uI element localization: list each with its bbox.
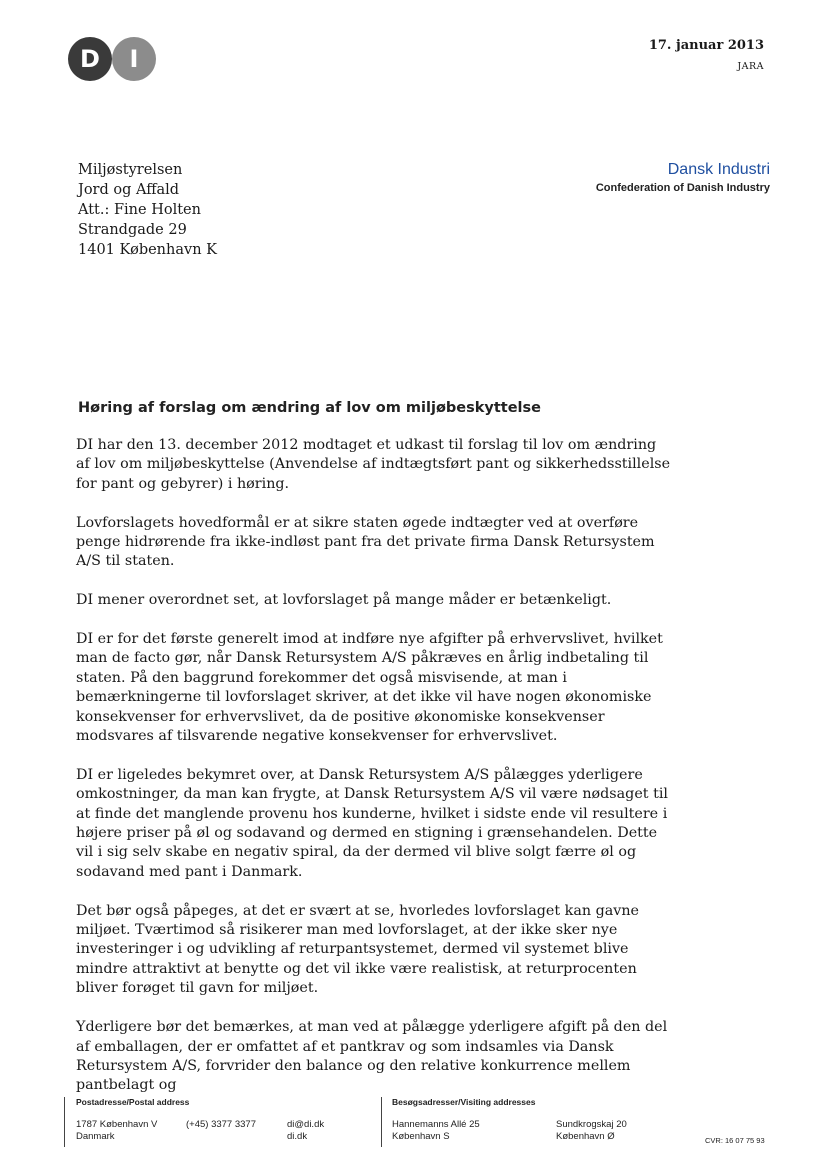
letter-footer [0, 1093, 826, 1153]
email-address: di@di.dk [287, 1119, 325, 1130]
visiting-address-street: Hannemanns Allé 25 [392, 1119, 480, 1130]
postal-line: 1787 København V [76, 1119, 158, 1130]
visiting-address-label: Besøgsadresser/Visiting addresses [392, 1097, 536, 1107]
visiting-address-city: København S [392, 1131, 450, 1142]
recipient-line: Att.: Fine Holten [78, 202, 201, 218]
website: di.dk [287, 1131, 308, 1142]
recipient-line: Strandgade 29 [78, 222, 187, 238]
postal-country: Danmark [76, 1131, 115, 1142]
recipient-line: Jord og Affald [78, 182, 180, 198]
visiting-address-street: Sundkrogskaj 20 [556, 1119, 627, 1130]
logo-letter-i: I [112, 37, 156, 81]
body-paragraph: DI er ligeledes bekymret over, at Dansk Retursystem A/S pålægges yderligere omkostninger, da man kan frygte, at Dansk Retursystem A/S vil være nødsaget til at finde det manglende provenu hos kunderne, hvilket i sidste ende vil resultere i højere priser på øl og sodavand og dermed en stigning i grænsehandelen. Dette vil i sig selv skabe en negativ spiral, da der dermed vil blive solgt færre øl og sodavand med pant i Danmark. [76, 766, 668, 880]
recipient-line: Miljøstyrelsen [78, 162, 183, 178]
body-paragraph: Lovforslagets hovedformål er at sikre staten øgede indtægter ved at overføre penge hidrørende fra ikke-indløst pant fra det private firma Dansk Retursystem A/S til staten. [76, 514, 655, 570]
postal-address-label: Postadresse/Postal address [76, 1097, 190, 1107]
letter-date: 17. januar 2013 [648, 38, 764, 53]
body-paragraph: Yderligere bør det bemærkes, at man ved at pålægge yderligere afgift på den del af emballagen, der er omfattet af et pantkrav og som indsamles via Dansk Retursystem A/S, forvrider den balance og den relative konkurrence mellem pantbelagt og [76, 1019, 668, 1094]
organization-subtitle: Confederation of Danish Industry [595, 182, 770, 194]
body-paragraph: DI er for det første generelt imod at indføre nye afgifter på erhvervslivet, hvilket man de facto gør, når Dansk Retursystem A/S påkræves en årlig indbetaling til staten. På den baggrund forekommer det også misvisende, at man i bemærkningerne til lovforslaget skriver, at det ikke vil have nogen økonomiske konsekvenser for erhvervslivet, da de positive økonomiske konsekvenser modsvares af tilsvarende negative konsekvenser for erhvervslivet. [76, 631, 663, 745]
recipient-address [78, 160, 217, 260]
logo-letter-d: D [68, 37, 112, 81]
body-paragraph: Det bør også påpeges, at det er svært at se, hvorledes lovforslaget kan gavne miljøet. Tværtimod så risikerer man med lovforslaget, at der ikke sker nye investeringer i og udvikling af returpantsystemet, dermed vil systemet blive mindre attraktivt at benytte og det vil ikke være realistisk, at returprocenten bliver forøget til gavn for miljøet. [76, 902, 640, 997]
phone-number: (+45) 3377 3377 [186, 1119, 256, 1130]
visiting-address-city: København Ø [556, 1131, 615, 1142]
organization-name: Dansk Industri [667, 161, 770, 178]
body-paragraph: DI mener overordnet set, at lovforslaget på mange måder er betænkeligt. [76, 592, 612, 609]
letter-subject: Høring af forslag om ændring af lov om miljøbeskyttelse [78, 400, 541, 416]
di-logo [68, 37, 158, 81]
body-paragraph: DI har den 13. december 2012 modtaget et udkast til forslag til lov om ændring af lov om miljøbeskyttelse (Anvendelse af indtægtsført pant og sikkerhedsstillelse for pant og gebyrer) i høring. [76, 437, 671, 492]
organization-block [596, 160, 770, 196]
recipient-line: 1401 København K [78, 242, 217, 258]
letter-body [76, 436, 674, 1115]
cvr-number: CVR: 16 07 75 93 [705, 1136, 765, 1145]
author-initials: JARA [737, 61, 764, 72]
footer-divider [381, 1097, 382, 1147]
footer-divider [64, 1097, 65, 1147]
